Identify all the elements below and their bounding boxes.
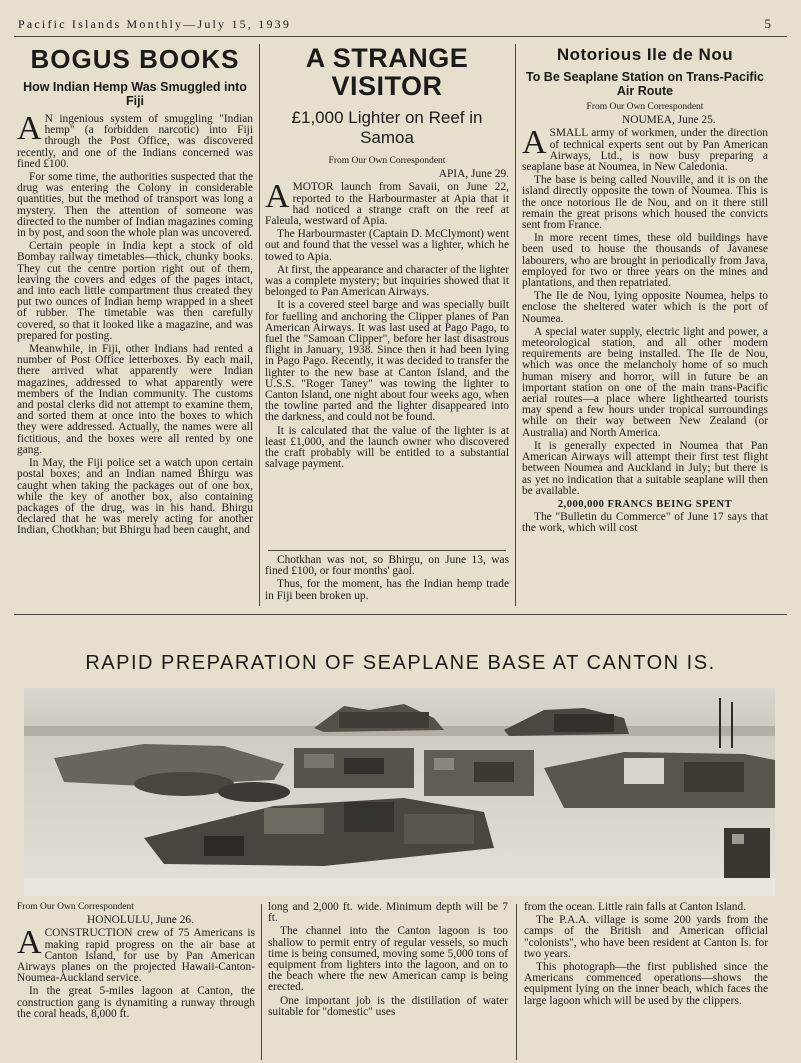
- paragraph: It is a covered steel barge and was specially built for fuelling and anchoring the Clipper planes of Pan American Airways. It was last used at Pago Pago, to fuel the "Samoan Clipper", before her last disastrous flight in January, 1938. Since then it had been lying in Pago Pago. Recently, it was decided to transfer the lighter to the new base at Canton Island, and the U.S.S. "Roger Taney" was towing the lighter to Canton Island, one night about four weeks ago, when the towline parted and the lighter disappeared into the darkness, and could not be found.: [265, 299, 509, 424]
- paragraph: long and 2,000 ft. wide. Minimum depth will be 7 ft.: [268, 902, 508, 925]
- photograph: [24, 688, 775, 896]
- photo-canton-beach: [24, 688, 775, 896]
- section-rule: [14, 614, 787, 615]
- paragraph: Thus, for the moment, has the Indian hemp trade in Fiji been broken up.: [265, 578, 509, 602]
- column-rule: [261, 904, 262, 1060]
- dateline: NOUMEA, June 25.: [622, 114, 716, 127]
- paragraph: In May, the Fiji police set a watch upon certain postal boxes; and an Indian named Bhirgu was caught when taking the packages out of one box, while the key of another box, also containing packages of the drug, was in his hand. Bhirgu declared that he was merely acting for another Indian, Chotkhan; but Bhirgu had been caught, and: [17, 457, 253, 537]
- drop-cap: A: [17, 924, 42, 962]
- bottom-col-3: [524, 902, 768, 1060]
- photo-title: RAPID PREPARATION OF SEAPLANE BASE AT CANTON IS.: [85, 652, 716, 674]
- deck: How Indian Hemp Was Smuggled into Fiji: [23, 80, 247, 108]
- page-number: 5: [764, 16, 771, 31]
- column-rule: [515, 44, 516, 606]
- paragraph: The base is being called Nouville, and it is on the island directly opposite the town of Noumea. This is the once notorious Ile de Nou, and on it there still remain the great prisons which housed the convicts sent from France.: [522, 174, 768, 232]
- paragraph: The Ile de Nou, lying opposite Noumea, helps to enclose the sheltered water which is the port of Noumea.: [522, 290, 768, 325]
- article-strange-visitor: [265, 44, 509, 610]
- column-rule: [259, 44, 260, 606]
- article-bogus-books: [17, 44, 253, 610]
- paragraph: Chotkhan was not, so Bhirgu, on June 13, was fined £100, or four months' gaol.: [265, 555, 509, 578]
- paragraph: One important job is the distillation of water suitable for "domestic" uses: [268, 994, 508, 1018]
- dateline: APIA, June 29.: [438, 168, 509, 181]
- headline: Notorious Ile de Nou: [556, 45, 734, 64]
- paragraph: A special water supply, electric light and power, a meteorological station, and all other modern requirements are being installed. The Ile de Nou, which was once the melancholy home of so much human misery and horror, will in future be an important station on one of the main trans-Pacific aerial routes—a place where lighthearted tourists may spend a few hours under tropical surroundings while on their way between New Zealand (or Australia) and North America.: [522, 325, 768, 439]
- deck: £1,000 Lighter on Reef in Samoa: [291, 108, 483, 147]
- bottom-col-2: [268, 902, 508, 1060]
- paragraph: AMOTOR launch from Savaii, on June 22, reported to the Harbourmaster at Apia that it had noticed a strange craft on the reef at Faleula, westward of Apia.: [265, 178, 509, 228]
- paragraph: For some time, the authorities suspected that the drug was entering the Colony in considerable quantities, but the method of transport was long a mystery. Then the attention of someone was directed to the number of Indian magazines coming in by post, and soon the whole plan was uncovered.: [17, 171, 253, 240]
- bottom-col-1: [17, 902, 255, 1060]
- running-title: Pacific Islands Monthly—July 15, 1939: [18, 16, 292, 31]
- paragraph: In the great 5-miles lagoon at Canton, the construction gang is dynamiting a runway through the coral heads, 8,000 ft.: [17, 985, 255, 1020]
- byline: From Our Own Correspondent: [586, 102, 704, 112]
- paragraph: The Harbourmaster (Captain D. McClymont) went out and found that the vessel was a lighter, which he towed to Apia.: [265, 228, 509, 263]
- header-rule: [14, 36, 787, 37]
- paragraph: It is generally expected in Noumea that Pan American Airways will attempt their first test flight between Noumea and Auckland in July; but there is as yet no indication that a suitable seaplane will then be available.: [522, 439, 768, 497]
- drop-cap: A: [265, 178, 290, 216]
- dateline: HONOLULU, June 26.: [87, 914, 194, 927]
- byline: From Our Own Correspondent: [17, 902, 134, 912]
- byline: From Our Own Correspondent: [328, 156, 446, 166]
- headline: BOGUS BOOKS: [30, 44, 240, 74]
- deck: To Be Seaplane Station on Trans-Pacific Air Route: [525, 70, 765, 98]
- headline: A STRANGE VISITOR: [305, 44, 469, 101]
- subheading: 2,000,000 FRANCS BEING SPENT: [557, 498, 733, 510]
- paragraph: ACONSTRUCTION crew of 75 Americans is making rapid progress on the air base at Canton Island, for use by Pan American Airways planes on the projected Hawaii-Canton-Noumea-Auckland service.: [17, 924, 255, 985]
- running-head: [18, 14, 771, 34]
- paragraph: This photograph—the first published since the Americans commenced operations—shows the equipment lying on the inner beach, which faces the large lagoon which will be used by the clippers.: [524, 961, 768, 1007]
- drop-cap: A: [17, 110, 42, 147]
- paragraph: The channel into the Canton lagoon is too shallow to permit entry of regular vessels, so much time is being consumed, moving some 5,000 tons of equipment from lighters into the lagoon, and on to the beach where the new American camp is being erected.: [268, 925, 508, 994]
- paragraph: The "Bulletin du Commerce" of June 17 says that the work, which will cost: [522, 511, 768, 535]
- paragraph: Certain people in India kept a stock of old Bombay railway timetables—thick, chunky books. They cut the centre portion right out of them, leaving the covers and edges of the pages intact, and into each little compartment thus created they put two ounces of Indian hemp wrapped in a sheet of rubber. The timetable was then carefully covered, so that it looked like a magazine, and was prepared for posting.: [17, 240, 253, 342]
- article-ile-de-nou: [522, 44, 768, 610]
- column-rule: [516, 904, 517, 1060]
- drop-cap: A: [522, 124, 547, 162]
- paragraph: At first, the appearance and character of the lighter was a complete mystery; but inquiries showed that it belonged to Pan American Airways.: [265, 263, 509, 299]
- paragraph: Meanwhile, in Fiji, other Indians had rented a number of Post Office letterboxes. By each mail, there arrived what apparently were Indian magazines, addressed to what apparently were members of the Indian community. The customs and postal clerks did not attempt to examine them, and sorted them at once into the boxes to which they were addressed. Actually, the names were all fictitious, and the boxes were all rented by one gang.: [17, 343, 253, 456]
- paragraph: A N ingenious system of smuggling "Indian hemp" (a forbidden narcotic) into Fiji through the Post Office, was discovered recently, and one of the Indians concerned was fined £100.: [17, 110, 253, 170]
- paragraph: It is calculated that the value of the lighter is at least £1,000, and the launch owner who discovered the craft probably will be entitled to a substantial salvage payment.: [265, 424, 509, 471]
- continuation-bogus-books: [265, 555, 509, 607]
- continuation-rule: [268, 550, 506, 551]
- paragraph: ASMALL army of workmen, under the direction of technical experts sent out by Pan American Airways, Ltd., is now busy preparing a seaplane base at Noumea, in New Caledonia.: [522, 124, 768, 174]
- paragraph: from the ocean. Little rain falls at Canton Island.: [524, 902, 747, 913]
- paragraph: The P.A.A. village is some 200 yards from the camps of the British and American official "colonists", who have been resident at Canton Is. for two years.: [524, 914, 768, 960]
- paragraph: In more recent times, these old buildings have been used to house the thousands of Javanese labourers, who are brought in periodically from Java, employed for two or three years on the mines and plantations, and then repatriated.: [522, 232, 768, 290]
